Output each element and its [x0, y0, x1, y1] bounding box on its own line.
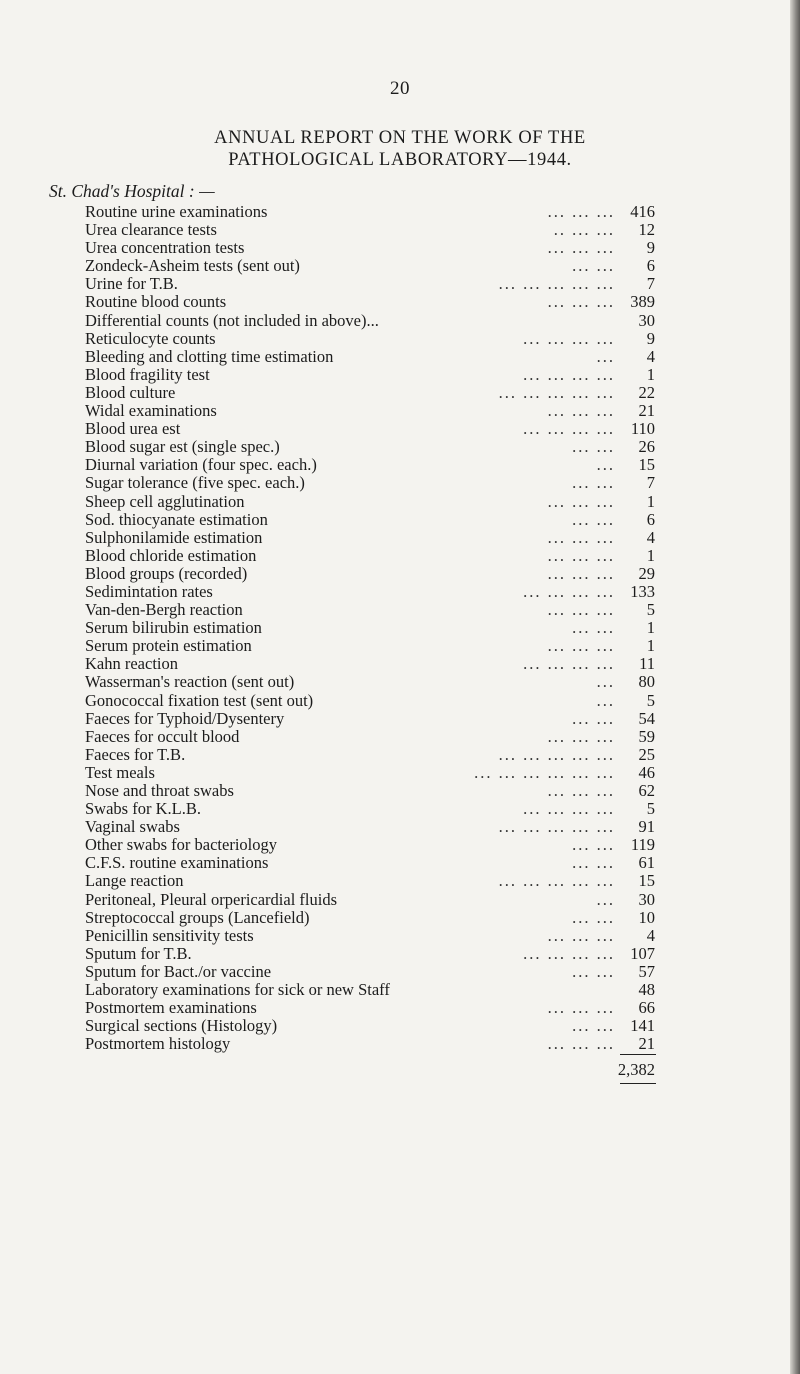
table-row	[85, 257, 655, 275]
leader-dots: ... ...	[572, 509, 615, 529]
page-number: 20	[390, 78, 410, 99]
examination-count: 4	[646, 346, 655, 366]
examination-count: 7	[646, 473, 655, 493]
examination-count: 48	[638, 980, 655, 1000]
examination-label: Sulphonilamide estimation	[85, 527, 263, 547]
table-row	[85, 330, 655, 348]
examination-count: 110	[630, 419, 655, 439]
examination-label: Serum protein estimation	[85, 636, 252, 656]
examination-label: Blood culture	[85, 382, 176, 402]
examination-count: 21	[638, 401, 655, 421]
table-row	[85, 891, 655, 909]
examination-label: Other swabs for bacteriology	[85, 835, 277, 855]
examination-count: 119	[630, 835, 655, 855]
leader-dots: ... ... ...	[547, 545, 615, 565]
examination-label: Peritoneal, Pleural orpericardial fluids	[85, 889, 337, 909]
table-row	[85, 728, 655, 746]
examination-count: 29	[638, 563, 655, 583]
leader-dots: ... ... ... ... ... ...	[474, 762, 615, 782]
examination-count: 57	[638, 961, 655, 981]
examination-count: 133	[630, 581, 655, 601]
examination-count: 9	[646, 238, 655, 258]
examination-count: 4	[646, 925, 655, 945]
leader-dots: ... ... ... ... ...	[498, 274, 615, 294]
examination-label: Gonococcal fixation test (sent out)	[85, 690, 314, 710]
table-row	[85, 764, 655, 782]
leader-dots: ...	[596, 889, 615, 909]
examination-label: Postmortem examinations	[85, 998, 257, 1018]
examination-count: 66	[638, 998, 655, 1018]
examination-label: Kahn reaction	[85, 654, 178, 674]
table-row	[85, 529, 655, 547]
table-row	[85, 746, 655, 764]
examination-label: Faeces for Typhoid/Dysentery	[85, 708, 285, 728]
table-row	[85, 963, 655, 981]
page-edge-shadow	[790, 0, 800, 1374]
leader-dots: ... ... ...	[547, 292, 615, 312]
examination-count: 22	[638, 382, 655, 402]
table-row	[85, 583, 655, 601]
examination-count: 46	[638, 762, 655, 782]
table-row	[85, 420, 655, 438]
total-rule	[620, 1054, 656, 1055]
leader-dots: ... ... ... ... ...	[498, 382, 615, 402]
examination-label: Vaginal swabs	[85, 817, 180, 837]
leader-dots: ...	[596, 346, 615, 366]
leader-dots: ... ... ...	[547, 636, 615, 656]
examination-count: 15	[638, 455, 655, 475]
leader-dots: ... ... ... ...	[523, 419, 615, 439]
total-value: 2,382	[617, 1060, 655, 1079]
examination-count: 9	[646, 328, 655, 348]
examination-label: Reticulocyte counts	[85, 328, 216, 348]
table-row	[85, 655, 655, 673]
examination-count: 80	[638, 672, 655, 692]
leader-dots: ... ...	[572, 907, 615, 927]
examination-label: Wasserman's reaction (sent out)	[85, 672, 295, 692]
examination-label: C.F.S. routine examinations	[85, 853, 269, 873]
table-row	[85, 275, 655, 293]
table-row	[85, 511, 655, 529]
table-row	[85, 981, 655, 999]
table-row	[85, 402, 655, 420]
table-row	[85, 1017, 655, 1035]
leader-dots: ... ... ... ... ...	[498, 744, 615, 764]
examination-label: Sugar tolerance (five spec. each.)	[85, 473, 305, 493]
examination-label: Serum bilirubin estimation	[85, 618, 262, 638]
examination-count: 11	[639, 654, 655, 674]
table-row	[85, 619, 655, 637]
examination-count: 26	[638, 437, 655, 457]
examination-label: Urea concentration tests	[85, 238, 245, 258]
leader-dots: ... ... ... ... ...	[498, 817, 615, 837]
leader-dots: ... ...	[572, 473, 615, 493]
examination-label: Penicillin sensitivity tests	[85, 925, 254, 945]
table-row	[85, 872, 655, 890]
examination-count: 1	[646, 364, 655, 384]
table-row	[85, 673, 655, 691]
examination-label: Diurnal variation (four spec. each.)	[85, 455, 317, 475]
leader-dots: ... ...	[572, 256, 615, 276]
examination-label: Routine urine examinations	[85, 202, 268, 221]
examination-count: 1	[646, 618, 655, 638]
table-row	[85, 909, 655, 927]
leader-dots: ... ... ...	[547, 238, 615, 258]
leader-dots: ... ... ... ...	[523, 799, 615, 819]
leader-dots: ... ... ...	[547, 202, 615, 221]
leader-dots: ... ...	[572, 835, 615, 855]
examination-count: 416	[630, 202, 655, 221]
examination-label: Routine blood counts	[85, 292, 227, 312]
examination-label: Zondeck-Asheim tests (sent out)	[85, 256, 300, 276]
examination-label: Nose and throat swabs	[85, 781, 234, 800]
table-row	[85, 293, 655, 311]
examination-count: 1	[646, 491, 655, 511]
examination-count: 5	[646, 600, 655, 620]
leader-dots: ... ... ...	[547, 491, 615, 511]
leader-dots: ...	[596, 690, 615, 710]
examination-count: 389	[630, 292, 655, 312]
leader-dots: ... ... ...	[547, 600, 615, 620]
leader-dots: ...	[596, 455, 615, 475]
table-row	[85, 456, 655, 474]
total-underline	[620, 1083, 656, 1084]
table-row	[85, 565, 655, 583]
examination-label: Sheep cell agglutination	[85, 491, 245, 511]
leader-dots: ... ... ...	[547, 925, 615, 945]
table-row	[85, 836, 655, 854]
leader-dots: ... ...	[572, 437, 615, 457]
leader-dots: ... ... ...	[547, 1034, 615, 1054]
leader-dots: ... ... ...	[547, 781, 615, 800]
table-row	[85, 221, 655, 239]
examination-count: 10	[638, 907, 655, 927]
examination-label: Swabs for K.L.B.	[85, 799, 201, 819]
table-row	[85, 710, 655, 728]
examination-label: Urine for T.B.	[85, 274, 178, 294]
leader-dots: ... ... ... ...	[523, 943, 615, 963]
table-row	[85, 999, 655, 1017]
table-row	[85, 366, 655, 384]
examination-label: Test meals	[85, 762, 155, 782]
table-row	[85, 601, 655, 619]
examinations-table	[85, 203, 655, 1053]
examination-count: 1	[646, 545, 655, 565]
examination-count: 15	[638, 871, 655, 891]
examination-count: 30	[638, 889, 655, 909]
examination-count: 1	[646, 636, 655, 656]
report-title-line-2: PATHOLOGICAL LABORATORY—1944.	[228, 150, 572, 170]
examination-count: 4	[646, 527, 655, 547]
examination-label: Postmortem histology	[85, 1034, 231, 1054]
leader-dots: ... ...	[572, 618, 615, 638]
examination-count: 54	[638, 708, 655, 728]
table-row	[85, 474, 655, 492]
examination-count: 5	[646, 799, 655, 819]
leader-dots: .. ... ...	[553, 220, 615, 240]
examination-count: 107	[630, 943, 655, 963]
table-row	[85, 1035, 655, 1053]
examination-count: 141	[630, 1016, 655, 1036]
table-row	[85, 203, 655, 221]
table-row	[85, 547, 655, 565]
table-row	[85, 927, 655, 945]
leader-dots: ... ...	[572, 1016, 615, 1036]
examination-count: 7	[646, 274, 655, 294]
hospital-heading: St. Chad's Hospital : —	[49, 181, 215, 201]
leader-dots: ... ... ...	[547, 527, 615, 547]
examination-label: Sod. thiocyanate estimation	[85, 509, 268, 529]
examination-count: 6	[646, 256, 655, 276]
examination-count: 21	[638, 1034, 655, 1054]
examination-label: Lange reaction	[85, 871, 184, 891]
leader-dots: ... ... ... ...	[523, 328, 615, 348]
examination-count: 61	[638, 853, 655, 873]
examination-label: Blood groups (recorded)	[85, 563, 248, 583]
table-row	[85, 800, 655, 818]
examination-label: Blood urea est	[85, 419, 181, 439]
report-title-line-1: ANNUAL REPORT ON THE WORK OF THE	[214, 128, 586, 148]
examination-label: Widal examinations	[85, 401, 217, 421]
examination-label: Faeces for occult blood	[85, 726, 240, 746]
table-row	[85, 348, 655, 366]
leader-dots: ... ... ... ...	[523, 581, 615, 601]
examination-label: Sputum for Bact./or vaccine	[85, 961, 272, 981]
examination-label: Blood chloride estimation	[85, 545, 257, 565]
table-row	[85, 312, 655, 330]
leader-dots: ... ... ... ... ...	[498, 871, 615, 891]
leader-dots: ... ...	[572, 961, 615, 981]
table-row	[85, 945, 655, 963]
examination-label: Surgical sections (Histology)	[85, 1016, 278, 1036]
examination-count: 12	[638, 220, 655, 240]
examination-label: Sedimintation rates	[85, 581, 213, 601]
leader-dots: ... ... ...	[547, 563, 615, 583]
table-row	[85, 438, 655, 456]
table-row	[85, 239, 655, 257]
examination-label: Blood fragility test	[85, 364, 210, 384]
table-row	[85, 384, 655, 402]
examination-label: Laboratory examinations for sick or new Staff	[85, 980, 390, 1000]
leader-dots: ... ... ... ...	[523, 654, 615, 674]
leader-dots: ...	[596, 672, 615, 692]
examination-count: 6	[646, 509, 655, 529]
examination-label: Van-den-Bergh reaction	[85, 600, 243, 620]
examination-label: Differential counts (not included in above)...	[85, 310, 379, 330]
examination-count: 25	[638, 744, 655, 764]
examination-count: 62	[638, 781, 655, 800]
leader-dots: ... ... ...	[547, 998, 615, 1018]
leader-dots: ... ...	[572, 708, 615, 728]
examination-label: Streptococcal groups (Lancefield)	[85, 907, 310, 927]
table-row	[85, 854, 655, 872]
table-row	[85, 692, 655, 710]
examination-count: 5	[646, 690, 655, 710]
table-row	[85, 782, 655, 800]
leader-dots: ... ... ...	[547, 726, 615, 746]
table-row	[85, 637, 655, 655]
examination-label: Blood sugar est (single spec.)	[85, 437, 280, 457]
leader-dots: ... ... ...	[547, 401, 615, 421]
examination-label: Sputum for T.B.	[85, 943, 192, 963]
examination-label: Faeces for T.B.	[85, 744, 186, 764]
examination-label: Urea clearance tests	[85, 220, 217, 240]
examination-label: Bleeding and clotting time estimation	[85, 346, 334, 366]
table-row	[85, 818, 655, 836]
examination-count: 30	[638, 310, 655, 330]
examination-count: 91	[638, 817, 655, 837]
table-row	[85, 493, 655, 511]
leader-dots: ... ...	[572, 853, 615, 873]
examination-count: 59	[638, 726, 655, 746]
leader-dots: ... ... ... ...	[523, 364, 615, 384]
